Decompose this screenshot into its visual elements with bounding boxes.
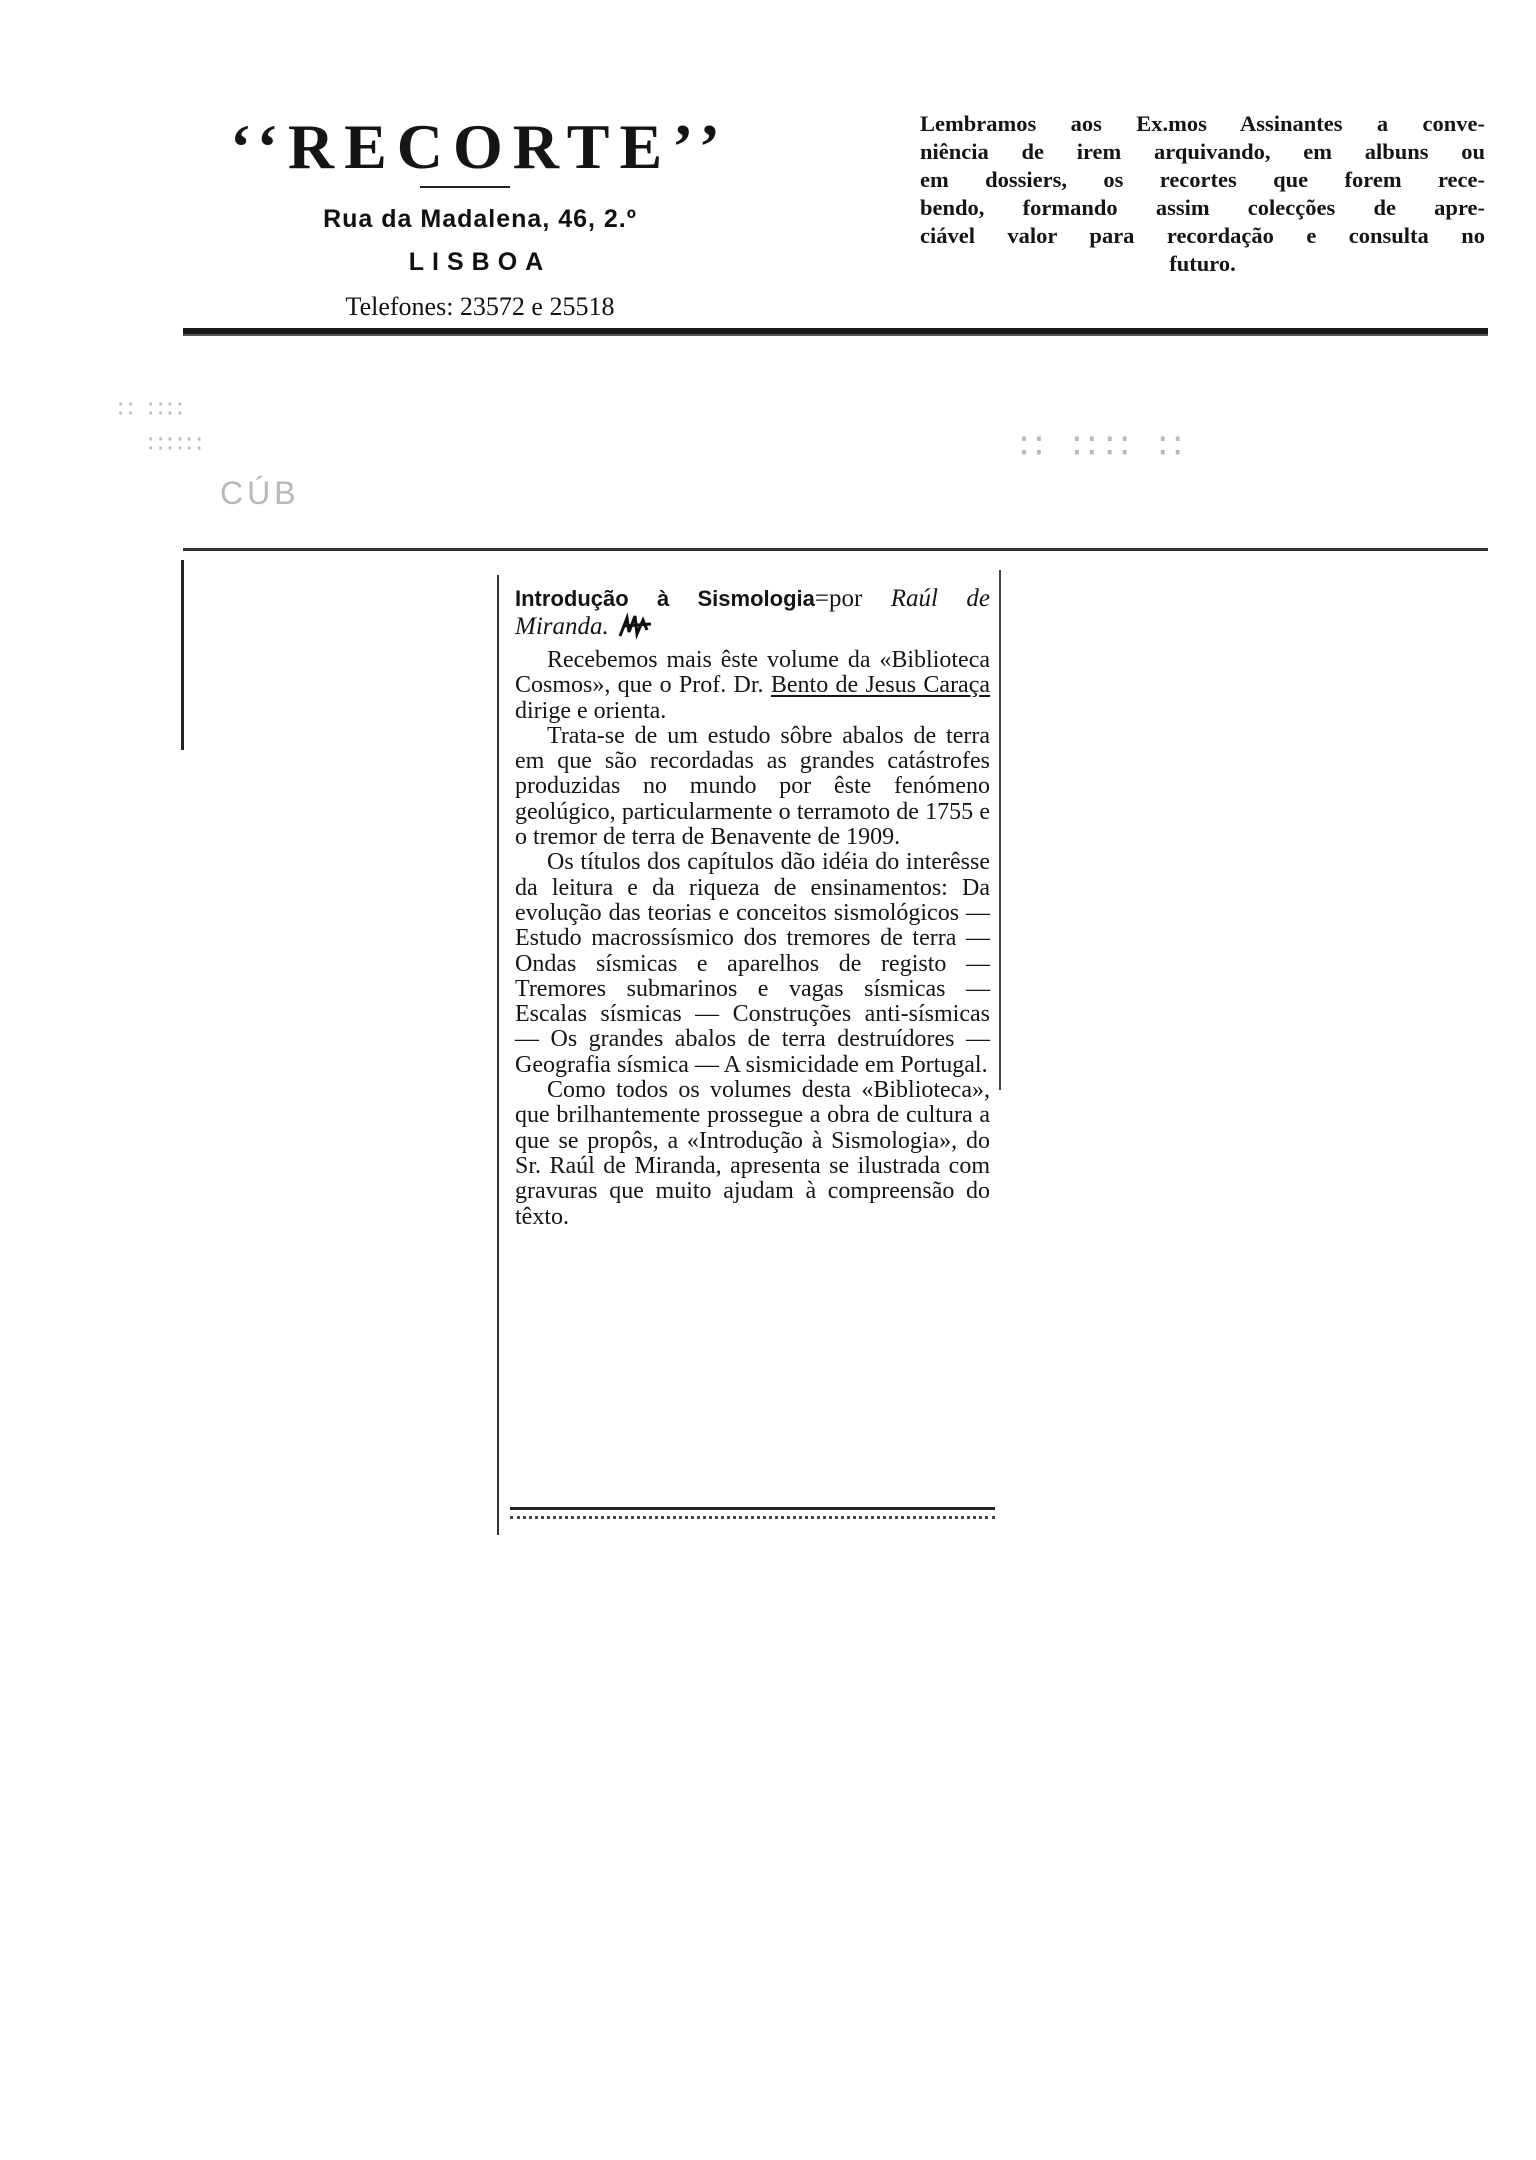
article-paragraph: Trata-se de um estudo sôbre abalos de terra em que são recordadas as grandes catástrofes produzidas no mundo por êste fenómeno geolúgico, particularmente o terramoto de 1755 e o tremor de terra de Benavente de 1909. [515,722,990,851]
masthead-brand: ‘‘RECORTE’’ [230,111,730,182]
margin-bar [181,560,184,750]
section-divider [183,548,1488,551]
notice-line: niência de irem arquivando, em albuns ou [920,139,1485,164]
masthead-phones: Telefones: 23572 e 25518 [345,292,615,321]
notice-line: futuro. [1169,251,1236,276]
notice-line: bendo, formando assim colecções de apre- [920,195,1485,220]
faded-date-stamp: ∷ ∷∷ ∷ [1020,425,1192,466]
newspaper-article [515,585,990,1230]
article-byline-prefix: =por [814,585,863,612]
clipping-border-dotted [510,1516,995,1522]
subscriber-notice [920,110,1485,278]
article-paragraph: Os títulos dos capítulos dão idéia do interêsse da leitura e da riqueza de ensinamentos: Da evolução das teorias e conceitos sismológicos — Estudo macrossísmico dos tremores de terra — Ondas sísmicas e aparelhos de registo — Tremores submarinos e vagas sísmicas — Escalas sísmicas — Construções anti-sísmicas — Os grandes abalos de terra destruídores — Geografia sísmica — A sismicidade em Portugal. [515,849,990,1078]
notice-line: Lembramos aos Ex.mos Assinantes a conve- [920,111,1485,136]
faded-stamp: ∷ ∷∷ [118,396,187,423]
article-paragraph-text: dirige e orienta. [515,697,667,724]
underlined-name: Bento de Jesus Caraça [770,672,991,699]
article-heading [515,585,990,640]
clipping-border-bottom [510,1507,995,1510]
article-paragraph-text: Recebemos mais êste volume da «Biblioteca Cosmos», que o Prof. Dr. [515,647,990,699]
notice-line: em dossiers, os recortes que forem rece- [920,167,1485,192]
masthead-address: Rua da Madalena, 46, 2.º [323,205,637,233]
article-paragraph [515,648,990,724]
clipping-border-left [497,575,499,1535]
article-paragraph: Como todos os volumes desta «Biblioteca», que brilhantemente prossegue a obra de cultura a que se propôs, a «Introdução à Sismologia», do Sr. Raúl de Miranda, apresenta se ilustrada com gravuras que muito ajudam à compreensão do têxto. [515,1077,990,1230]
header-divider [183,328,1488,336]
masthead-rule [420,186,510,188]
notice-line: ciável valor para recordação e consulta no [920,223,1485,248]
masthead-city: LISBOA [408,248,552,276]
faded-stamp: CÚB [220,475,300,511]
article-author-first: Raúl [890,585,938,612]
article-title: Introdução à Sismologia [515,586,815,611]
article-author-last: de Miranda. [515,585,990,640]
faded-stamp: ∷∷∷ [148,431,206,458]
clipping-border-right [999,570,1001,1090]
ink-scribble-icon [617,612,655,640]
